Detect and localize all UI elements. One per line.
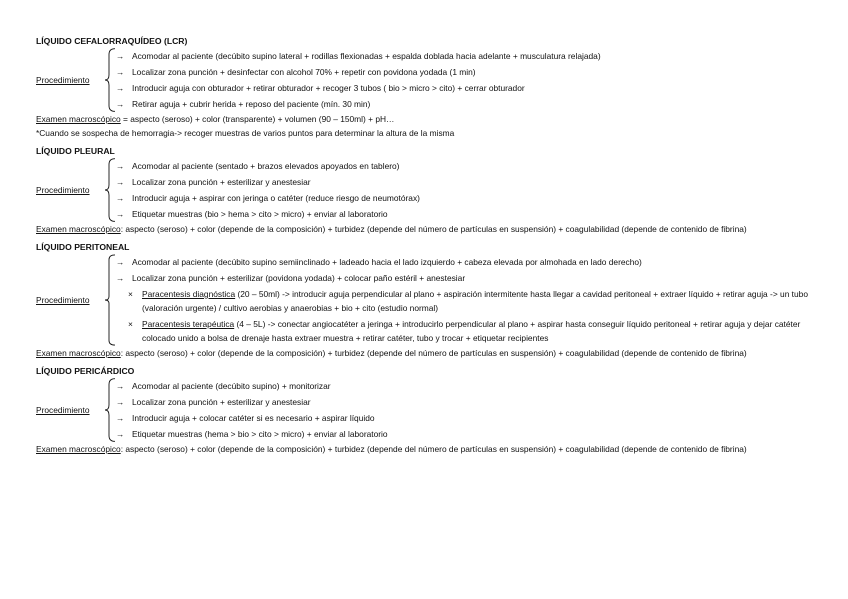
exam-label: Examen macroscópico — [36, 444, 121, 454]
exam-text: = aspecto (seroso) + color (transparente) + volumen (90 – 150ml) + pH… — [120, 114, 395, 124]
arrow-icon: → — [116, 99, 125, 109]
brace-icon — [104, 254, 116, 346]
exam-text: : aspecto (seroso) + color (depende de la composición) + turbidez (depende del número de partículas en suspensión) + coagulabilidad (depende de contenido de fibrina) — [120, 224, 747, 234]
arrow-icon: → — [116, 51, 125, 61]
cross-bullet-icon: × — [128, 319, 133, 329]
macroscopic-exam — [36, 442, 826, 456]
section-heading: LÍQUIDO PERITONEAL — [36, 242, 130, 252]
arrow-icon: → — [116, 177, 125, 187]
arrow-icon: → — [116, 413, 125, 423]
procedure-step: → Acomodar al paciente (sentado + brazos elevados apoyados en tablero) — [116, 158, 826, 174]
procedure-label: Procedimiento — [36, 75, 90, 85]
macroscopic-exam — [36, 222, 826, 236]
arrow-icon: → — [116, 273, 125, 283]
procedure-label: Procedimiento — [36, 295, 90, 305]
procedure-step: → Etiquetar muestras (hema > bio > cito > micro) + enviar al laboratorio — [116, 426, 826, 442]
document-page — [36, 34, 826, 456]
exam-label: Examen macroscópico — [36, 348, 121, 358]
section-heading: LÍQUIDO PLEURAL — [36, 146, 115, 156]
section-heading: LÍQUIDO CEFALORRAQUÍDEO (LCR) — [36, 36, 188, 46]
cross-bullet-icon: × — [128, 289, 133, 299]
procedure-block — [36, 158, 826, 222]
arrow-icon: → — [116, 193, 125, 203]
paracentesis-diagnostic-step: × Paracentesis diagnóstica (20 – 50ml) -> introducir aguja perpendicular al plano + aspiración intermitente hasta llegar a cavidad peritoneal + extraer líquido + retirar aguja -> un tubo (valoración urgente) / cultivo aerobias y anaerobias + bio + cito (estudio normal) — [128, 289, 808, 313]
exam-label: Examen macroscópico — [36, 224, 121, 234]
arrow-icon: → — [116, 67, 125, 77]
procedure-step: → Introducir aguja con obturador + retirar obturador + recoger 3 tubos ( bio > micro > cito) + cerrar obturador — [116, 80, 826, 96]
procedure-label: Procedimiento — [36, 405, 90, 415]
arrow-icon: → — [116, 83, 125, 93]
section-heading: LÍQUIDO PERICÁRDICO — [36, 366, 135, 376]
section-lcr — [36, 34, 826, 140]
arrow-icon: → — [116, 381, 125, 391]
procedure-block — [36, 48, 826, 112]
procedure-step: → Acomodar al paciente (decúbito supino lateral + rodillas flexionadas + espalda doblada hacia adelante + musculatura relajada) — [116, 48, 826, 64]
procedure-step: → Introducir aguja + aspirar con jeringa o catéter (reduce riesgo de neumotórax) — [116, 190, 826, 206]
exam-label: Examen macroscópico — [36, 114, 121, 124]
arrow-icon: → — [116, 209, 125, 219]
procedure-step: → Etiquetar muestras (bio > hema > cito > micro) + enviar al laboratorio — [116, 206, 826, 222]
procedure-step: → Localizar zona punción + esterilizar y anestesiar — [116, 394, 826, 410]
arrow-icon: → — [116, 429, 125, 439]
macroscopic-exam — [36, 346, 826, 360]
procedure-step: → Localizar zona punción + esterilizar y anestesiar — [116, 174, 826, 190]
hemorrhage-note: *Cuando se sospecha de hemorragia-> recoger muestras de varios puntos para determinar la altura de la misma — [36, 128, 455, 138]
section-pleural — [36, 144, 826, 236]
arrow-icon: → — [116, 397, 125, 407]
brace-icon — [104, 48, 116, 112]
brace-icon — [104, 378, 116, 442]
procedure-step: → Introducir aguja + colocar catéter si es necesario + aspirar líquido — [116, 410, 826, 426]
procedure-label: Procedimiento — [36, 185, 90, 195]
exam-text: : aspecto (seroso) + color (depende de la composición) + turbidez (depende del número de partículas en suspensión) + coagulabilidad (depende de contenido de fibrina) — [120, 348, 747, 358]
procedure-step: → Localizar zona punción + esterilizar (povidona yodada) + colocar paño estéril + anestesiar — [116, 270, 826, 286]
procedure-step: → Acomodar al paciente (decúbito supino semiinclinado + ladeado hacia el lado izquierdo + cabeza elevada por almohada en lado derecho) — [116, 254, 826, 270]
procedure-step: → Acomodar al paciente (decúbito supino) + monitorizar — [116, 378, 826, 394]
arrow-icon: → — [116, 257, 125, 267]
arrow-icon: → — [116, 161, 125, 171]
paracentesis-therapeutic-step: × Paracentesis terapéutica (4 – 5L) -> conectar angiocatéter a jeringa + introducirlo perpendicular al plano + aspirar hasta conseguir líquido peritoneal + retirar aguja y dejar catéter colocado unido a bolsa de drenaje hasta extraer muestra + retirar catéter, tubo y trocar + etiquetar recipientes — [128, 319, 801, 343]
section-pericardico — [36, 364, 826, 456]
section-peritoneal — [36, 240, 826, 360]
procedure-block — [36, 254, 826, 346]
exam-text: : aspecto (seroso) + color (depende de la composición) + turbidez (depende del número de partículas en suspensión) + coagulabilidad (depende de contenido de fibrina) — [120, 444, 747, 454]
procedure-block — [36, 378, 826, 442]
brace-icon — [104, 158, 116, 222]
macroscopic-exam — [36, 112, 826, 126]
procedure-step: → Localizar zona punción + desinfectar con alcohol 70% + repetir con povidona yodada (1 min) — [116, 64, 826, 80]
procedure-step: → Retirar aguja + cubrir herida + reposo del paciente (mín. 30 min) — [116, 96, 826, 112]
